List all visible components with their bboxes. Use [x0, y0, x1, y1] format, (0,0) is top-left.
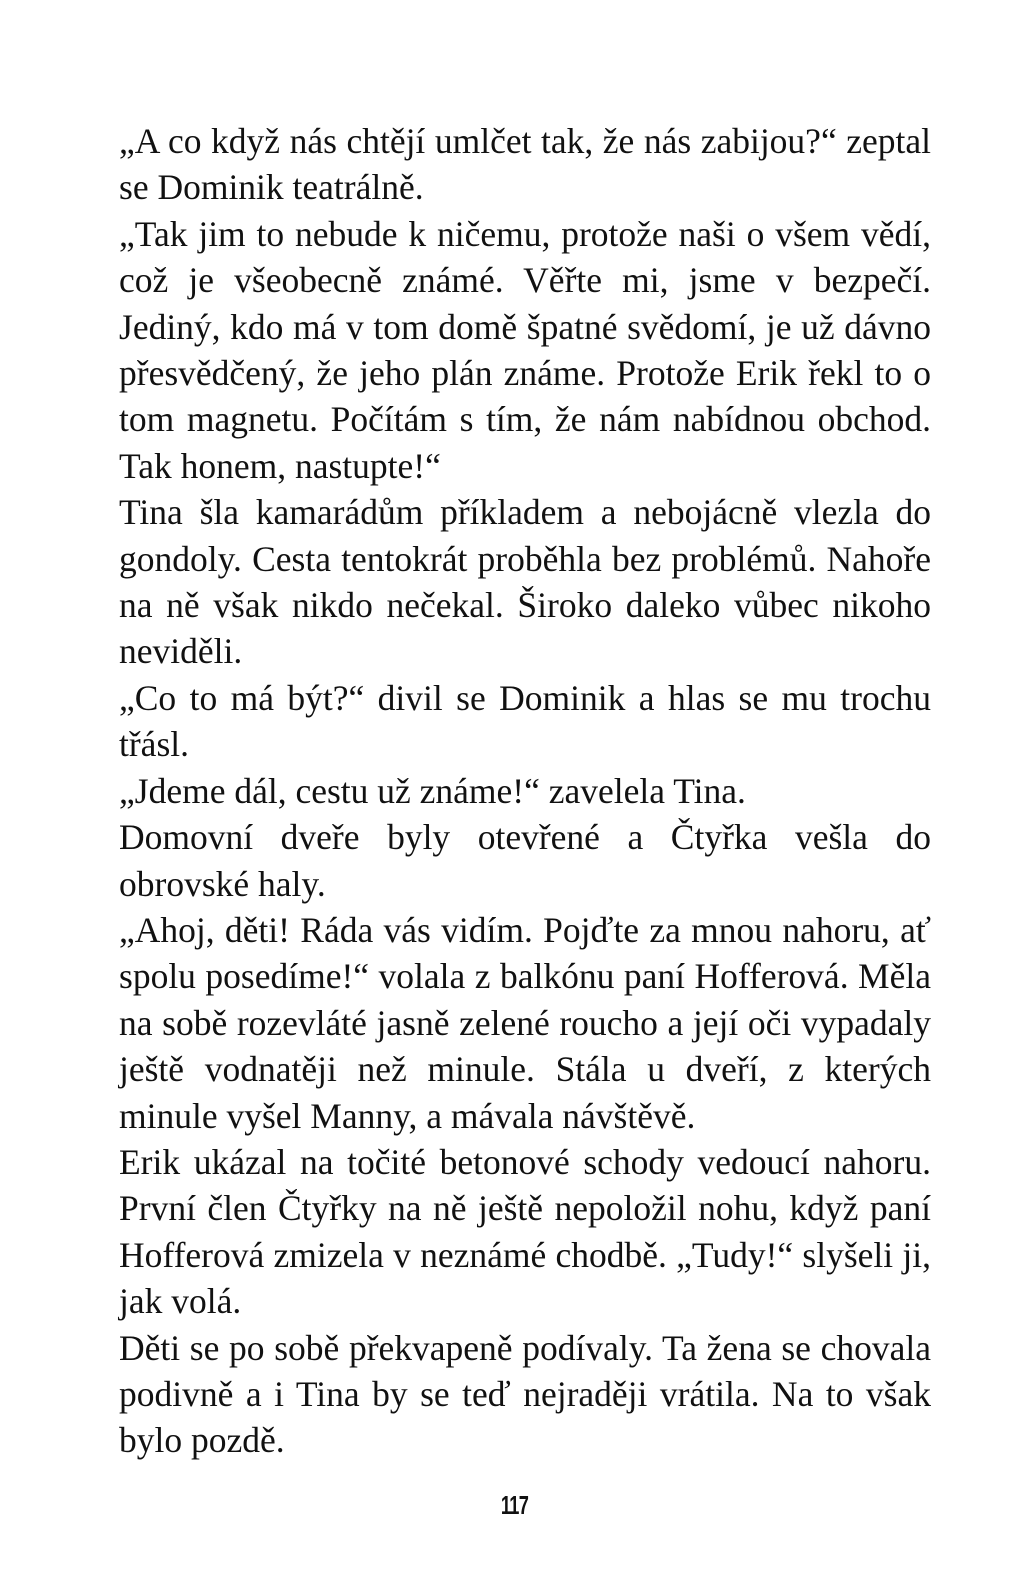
- paragraph-1: „A co když nás chtějí umlčet tak, že nás zabijou?“ zeptal se Dominik teatrálně.: [119, 121, 931, 208]
- body-text: [119, 118, 931, 1464]
- paragraph-7: „Ahoj, děti! Ráda vás vidím. Pojďte za mnou nahoru, ať spolu posedíme!“ volala z balkónu paní Hofferová. Měla na sobě rozevláté jasně zelené roucho a její oči vypadaly ještě vodnatěji než minule. Stála u dveří, z kterých minule vyšel Manny, a mávala návštěvě.: [119, 909, 931, 1136]
- paragraph-5: „Jdeme dál, cestu už známe!“ zavelela Tina.: [119, 770, 746, 811]
- paragraph-8: Erik ukázal na točité betonové schody vedoucí nahoru. První člen Čtyřky na ně ještě nepoložil nohu, když paní Hofferová zmizela v neznámé chodbě. „Tudy!“ slyšeli ji, jak volá.: [119, 1141, 931, 1322]
- paragraph-9: Děti se po sobě překvapeně podívaly. Ta žena se chovala podivně a i Tina by se teď nejraději vrátila. Na to však bylo pozdě.: [119, 1327, 931, 1461]
- paragraph-6: Domovní dveře byly otevřené a Čtyřka vešla do obrovské haly.: [119, 817, 931, 904]
- page-number: 117: [500, 1490, 529, 1520]
- paragraph-3: Tina šla kamarádům příkladem a nebojácně vlezla do gondoly. Cesta tentokrát proběhla bez problémů. Nahoře na ně však nikdo nečekal. Široko daleko vůbec nikoho neviděli.: [119, 492, 931, 672]
- paragraph-4: „Co to má být?“ divil se Dominik a hlas se mu trochu třásl.: [119, 677, 931, 765]
- paragraph-2: „Tak jim to nebude k ničemu, protože naši o všem vědí, což je všeobecně známé. Věřte mi, jsme v bezpečí. Jediný, kdo má v tom domě špatné svědomí, je už dávno přesvědčený, že jeho plán známe. Protože Erik řekl to o tom magnetu. Počítám s tím, že nám nabídnou obchod. Tak honem, nastupte!“: [119, 213, 931, 486]
